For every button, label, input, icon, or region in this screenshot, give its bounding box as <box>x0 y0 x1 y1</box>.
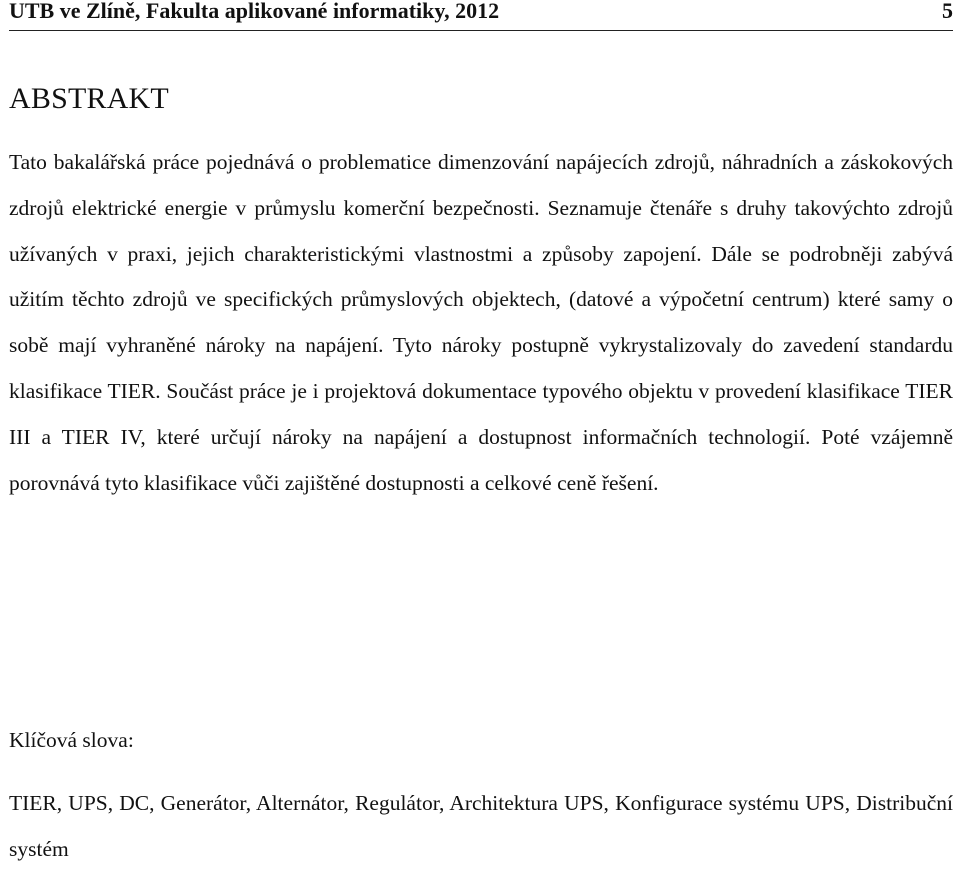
keywords-label: Klíčová slova: <box>9 728 134 752</box>
keywords-text: TIER, UPS, DC, Generátor, Alternátor, Regulátor, Architektura UPS, Konfigurace systému UPS, Distribuční systém <box>9 791 953 861</box>
header-title: UTB ve Zlíně, Fakulta aplikované informatiky, 2012 <box>9 0 500 23</box>
abstract-heading: ABSTRAKT <box>9 82 169 115</box>
running-header <box>9 0 953 31</box>
page-number: 5 <box>942 0 953 23</box>
abstract-text: Tato bakalářská práce pojednává o problematice dimenzování napájecích zdrojů, náhradních a záskokových zdrojů elektrické energie v průmyslu komerční bezpečnosti. Seznamuje čtenáře s druhy takovýchto zdrojů užívaných v praxi, jejich charakteristickými vlastnostmi a způsoby zapojení. Dále se podrobněji zabývá užitím těchto zdrojů ve specifických průmyslových objektech, (datové a výpočetní centrum) které samy o sobě mají vyhraněné nároky na napájení. Tyto nároky postupně vykrystalizovaly do zavedení standardu klasifikace TIER. Součást práce je i projektová dokumentace typového objektu v provedení klasifikace TIER III a TIER IV, které určují nároky na napájení a dostupnost informačních technologií. Poté vzájemně porovnává tyto klasifikace vůči zajištěné dostupnosti a celkové ceně řešení. <box>9 150 953 495</box>
